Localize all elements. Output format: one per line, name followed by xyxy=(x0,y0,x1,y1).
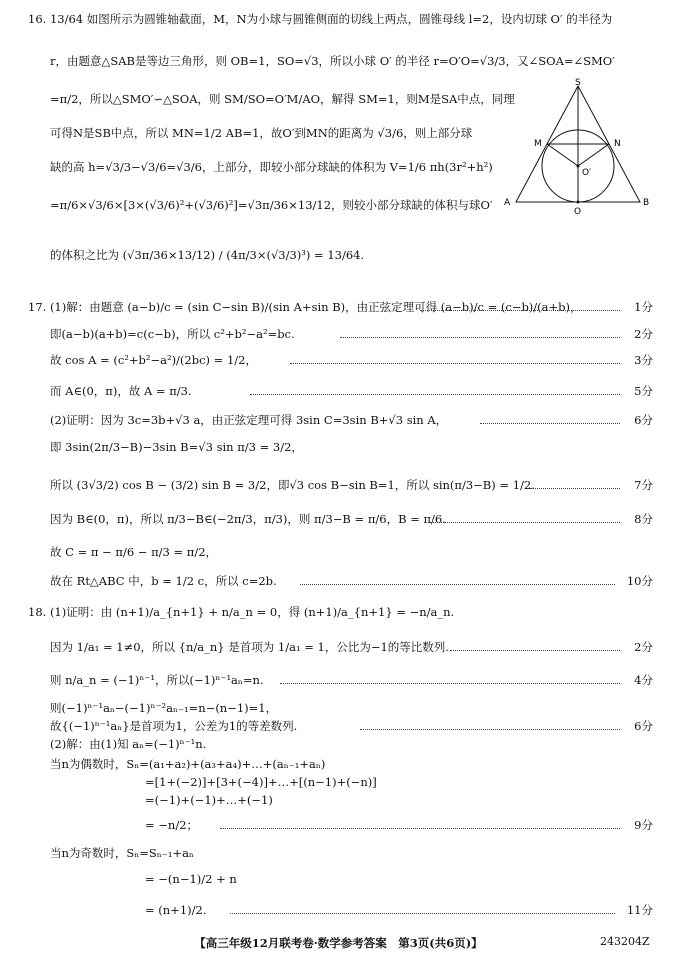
q18-score-5: 6分 xyxy=(634,719,653,733)
q17-line-4: 而 A∈(0，π)，故 A = π/3. xyxy=(50,384,192,398)
q16-line-5: 缺的高 h=√3/3−√3/6=√3/6，上部分，即较小部分球缺的体积为 V=1/6 πh(3r²+h²) xyxy=(50,160,493,174)
q18-line-6: (2)解：由(1)知 aₙ=(−1)ⁿ⁻¹n. xyxy=(50,737,207,751)
fig-label-n: N xyxy=(614,139,621,149)
leader-dots xyxy=(420,310,620,311)
q17-line-6: 即 3sin(2π/3−B)−3sin B=√3 sin π/3 = 3/2， xyxy=(50,440,303,454)
leader-dots xyxy=(290,363,620,364)
leader-dots xyxy=(280,683,620,684)
q17-score-4: 5分 xyxy=(634,384,653,398)
q17-line-7: 所以 (3√3/2) cos B − (3/2) sin B = 3/2，即√3 cos B−sin B=1，所以 sin(π/3−B) = 1/2. xyxy=(50,478,535,492)
q17-line-9: 故 C = π − π/6 − π/3 = π/2， xyxy=(50,545,218,559)
q18-line-4: 则(−1)ⁿ⁻¹aₙ−(−1)ⁿ⁻²aₙ₋₁=n−(n−1)=1， xyxy=(50,701,278,715)
cone-sphere-figure xyxy=(498,78,658,218)
q17-score-1: 1分 xyxy=(634,300,653,314)
q17-line-10: 故在 Rt△ABC 中，b = 1/2 c，所以 c=2b. xyxy=(50,574,277,588)
leader-dots xyxy=(220,828,620,829)
q18-line-1: 18. (1)证明：由 (n+1)/a_{n+1} + n/a_n = 0，得 (n+1)/a_{n+1} = −n/a_n. xyxy=(28,605,455,619)
q17-score-2: 2分 xyxy=(634,327,653,341)
leader-dots xyxy=(480,423,620,424)
q17-score-3: 3分 xyxy=(634,353,653,367)
q17-line-5: (2)证明：因为 3c=3b+√3 a，由正弦定理可得 3sin C=3sin B+√3 sin A， xyxy=(50,413,448,427)
leader-dots xyxy=(230,913,615,914)
q18-line-13: = (n+1)/2. xyxy=(145,903,207,917)
q18-line-2: 因为 1/a₁ = 1≠0，所以 {n/a_n} 是首项为 1/a₁ = 1，公比为−1的等比数列. xyxy=(50,640,449,654)
leader-dots xyxy=(530,488,620,489)
q18-score-2: 2分 xyxy=(634,640,653,654)
q17-line-8: 因为 B∈(0，π)，所以 π/3−B∈(−2π/3，π/3)，则 π/3−B = π/6，B = π/6. xyxy=(50,512,446,526)
q17-line-2: 即(a−b)(a+b)=c(c−b)，所以 c²+b²−a²=bc. xyxy=(50,327,295,341)
q17-score-5: 6分 xyxy=(634,413,653,427)
fig-label-o-prime: O′ xyxy=(582,168,592,178)
leader-dots xyxy=(340,337,620,338)
q16-line-2: r，由题意△SAB是等边三角形，则 OB=1，SO=√3，所以小球 O′ 的半径 r=O′O=√3/3，又∠SOA=∠SMO′ xyxy=(50,54,615,68)
fig-label-o: O xyxy=(574,207,582,217)
fig-label-a: A xyxy=(504,198,511,208)
q18-line-11: 当n为奇数时，Sₙ=Sₙ₋₁+aₙ xyxy=(50,846,194,860)
q18-score-10: 9分 xyxy=(634,818,653,832)
leader-dots xyxy=(300,584,615,585)
fig-label-m: M xyxy=(534,139,542,149)
q16-line-6: =π/6×√3/6×[3×(√3/6)²+(√3/6)²]=√3π/36×13/12，则较小部分球缺的体积与球O′ xyxy=(50,198,493,212)
q17-line-3: 故 cos A = (c²+b²−a²)/(2bc) = 1/2， xyxy=(50,353,257,367)
q18-line-7: 当n为偶数时，Sₙ=(a₁+a₂)+(a₃+a₄)+…+(aₙ₋₁+aₙ) xyxy=(50,757,326,771)
leader-dots xyxy=(360,729,620,730)
q18-line-10: = −n/2； xyxy=(145,818,199,832)
q16-line-3: =π/2，所以△SMO′∽△SOA，则 SM/SO=O′M/AO，解得 SM=1，则M是SA中点，同理 xyxy=(50,92,515,106)
fig-label-b: B xyxy=(643,198,650,208)
q17-line-1: 17. (1)解：由题意 (a−b)/c = (sin C−sin B)/(sin A+sin B)，由正弦定理可得 (a−b)/c = (c−b)/(a+b)， xyxy=(28,300,582,314)
q17-score-10: 10分 xyxy=(626,574,653,588)
q18-line-9: =(−1)+(−1)+…+(−1) xyxy=(145,793,273,807)
leader-dots xyxy=(450,650,620,651)
fig-label-s: S xyxy=(575,78,581,88)
q18-line-12: = −(n−1)/2 + n xyxy=(145,872,237,886)
q18-line-5: 故{(−1)ⁿ⁻¹aₙ}是首项为1，公差为1的等差数列. xyxy=(50,719,298,733)
page-footer: 【高三年级12月联考卷·数学参考答案 第3页(共6页)】 xyxy=(194,936,483,950)
leader-dots xyxy=(430,522,620,523)
document-code: 243204Z xyxy=(600,935,650,948)
q18-score-3: 4分 xyxy=(634,673,653,687)
leader-dots xyxy=(250,394,620,395)
q18-line-3: 则 n/a_n = (−1)ⁿ⁻¹，所以(−1)ⁿ⁻¹aₙ=n. xyxy=(50,673,264,687)
q17-score-8: 8分 xyxy=(634,512,653,526)
q16-line-4: 可得N是SB中点，所以 MN=1/2 AB=1，故O′到MN的距离为 √3/6，则上部分球 xyxy=(50,126,473,140)
q16-line-1: 16. 13/64 如图所示为圆锥轴截面，M，N为小球与圆锥侧面的切线上两点，圆锥母线 l=2，设内切球 O′ 的半径为 xyxy=(28,12,613,26)
q17-score-7: 7分 xyxy=(634,478,653,492)
q18-score-13: 11分 xyxy=(626,903,653,917)
q16-line-7: 的体积之比为 (√3π/36×13/12) / (4π/3×(√3/3)³) = 13/64. xyxy=(50,248,365,262)
q18-line-8: =[1+(−2)]+[3+(−4)]+…+[(n−1)+(−n)] xyxy=(145,775,377,789)
